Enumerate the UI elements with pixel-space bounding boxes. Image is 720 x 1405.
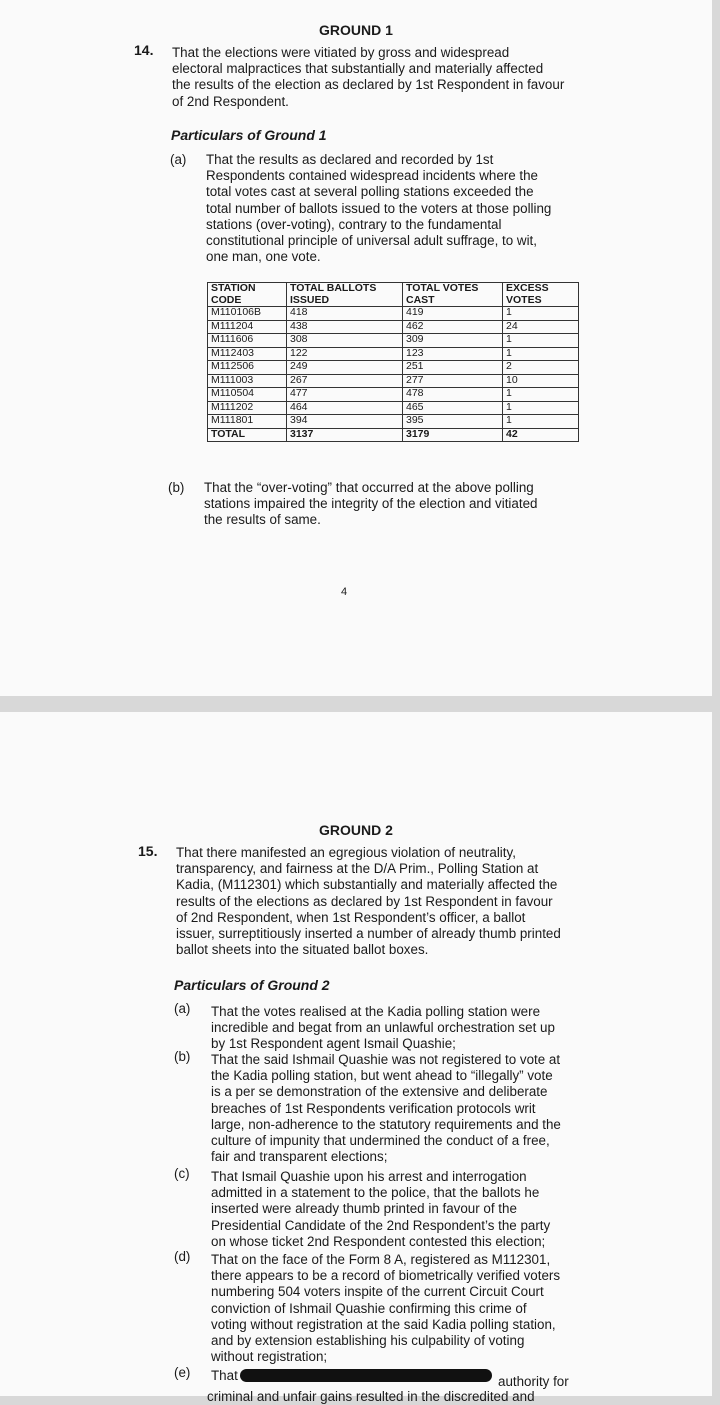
cell-ballots-issued: 267 [287, 374, 403, 388]
ground-2-heading: GROUND 2 [319, 822, 393, 838]
cell-excess-votes: 1 [503, 347, 579, 361]
cell-total-excess-votes: 42 [503, 428, 579, 442]
cell-ballots-issued: 122 [287, 347, 403, 361]
table-header-row [208, 283, 579, 307]
text-line: electoral malpractices that substantially and materially affected [172, 61, 544, 77]
cell-station-code: M111202 [208, 401, 287, 415]
text-line: constitutional principle of universal adult suffrage, to wit, [206, 233, 537, 249]
table-row [208, 361, 579, 375]
text-line: incredible and begat from an unlawful orchestration set up [211, 1020, 555, 1036]
particulars-ground-1-title: Particulars of Ground 1 [171, 127, 327, 143]
cell-votes-cast: 277 [403, 374, 503, 388]
cell-excess-votes: 24 [503, 320, 579, 334]
text-line: breaches of 1st Respondents verification protocols writ [211, 1100, 536, 1116]
table-row [208, 347, 579, 361]
text-line: stations impaired the integrity of the election and vitiated [204, 496, 538, 512]
particular-item-a [170, 152, 582, 268]
text-line: Respondents contained widespread incidents where the [206, 168, 539, 184]
cell-excess-votes: 1 [503, 334, 579, 348]
header-total-votes-cast: TOTAL VOTES CAST [403, 283, 503, 307]
text-line: of 2nd Respondent, when 1st Respondent’s officer, a ballot [176, 909, 526, 925]
text-line: issuer, surreptitiously inserted a number of already thumb printed [176, 926, 561, 942]
particulars-ground-2-title: Particulars of Ground 2 [174, 977, 330, 993]
cell-total-votes-cast: 3179 [403, 428, 503, 442]
text-line: fair and transparent elections; [211, 1149, 388, 1165]
text-line: That there manifested an egregious violation of neutrality, [176, 845, 516, 860]
cell-station-code: M110504 [208, 388, 287, 402]
text-line: the results of the election as declared by 1st Respondent in favour [172, 77, 565, 93]
paragraph-15-number: 15. [138, 843, 158, 859]
particular-item-d [174, 1249, 586, 1365]
cell-station-code: M111606 [208, 334, 287, 348]
text-line: total number of ballots issued to the voters at those polling [206, 200, 552, 216]
text-line: ballot sheets into the situated ballot boxes. [176, 942, 429, 958]
text-line: one man, one vote. [206, 249, 321, 265]
text-line: That Ismail Quashie upon his arrest and interrogation [211, 1169, 527, 1184]
cell-votes-cast: 419 [403, 307, 503, 321]
text-line: and by extension establishing his culpability of voting [211, 1333, 525, 1349]
document-page-2 [0, 712, 712, 1404]
text-line: Kadia, (M112301) which substantially and materially affected the [176, 877, 558, 893]
table-row [208, 415, 579, 429]
item-label: (a) [174, 1001, 191, 1016]
text-line: That the “over-voting” that occurred at the above polling [204, 480, 534, 495]
cell-station-code: M110106B [208, 307, 287, 321]
text-line: conviction of Ishmail Quashie confirming this crime of [211, 1300, 527, 1316]
paragraph-15 [176, 845, 586, 958]
table-row [208, 334, 579, 348]
cell-station-code: M111801 [208, 415, 287, 429]
cell-excess-votes: 1 [503, 415, 579, 429]
cell-votes-cast: 462 [403, 320, 503, 334]
text-line: there appears to be a record of biometrically verified voters [211, 1268, 561, 1284]
particular-item-c [174, 1166, 586, 1250]
text-line: the results of same. [204, 512, 321, 528]
item-label: (c) [174, 1166, 190, 1181]
text-line: of 2nd Respondent. [172, 93, 289, 109]
particular-item-b [168, 480, 580, 532]
cell-total-label: TOTAL [208, 428, 287, 442]
over-voting-table [207, 282, 579, 442]
text-line: voting without registration at the said Kadia polling station, [211, 1316, 556, 1332]
text-line: That the said Ishmail Quashie was not registered to vote at [211, 1052, 561, 1067]
item-label: (b) [168, 480, 185, 495]
ground-1-heading: GROUND 1 [319, 22, 393, 38]
text-line: is a per se demonstration of the extensive and deliberate [211, 1084, 548, 1100]
table-row [208, 374, 579, 388]
text-line: That the elections were vitiated by gross and widespread [172, 45, 510, 60]
text-line: large, non-adherence to the statutory requirements and the [211, 1116, 561, 1132]
text-line: stations (over-voting), contrary to the fundamental [206, 216, 502, 232]
particular-item-e [174, 1365, 586, 1404]
cell-ballots-issued: 308 [287, 334, 403, 348]
document-page-1 [0, 0, 712, 696]
header-total-ballots-issued: TOTAL BALLOTS ISSUED [287, 283, 403, 307]
item-label: (a) [170, 152, 187, 167]
text-line: Presidential Candidate of the 2nd Respondent’s the party [211, 1217, 551, 1233]
text-line: That the votes realised at the Kadia polling station were [211, 1004, 541, 1019]
cell-excess-votes: 1 [503, 307, 579, 321]
cell-excess-votes: 1 [503, 401, 579, 415]
table-row [208, 388, 579, 402]
cell-total-ballots-issued: 3137 [287, 428, 403, 442]
cell-votes-cast: 309 [403, 334, 503, 348]
table-row [208, 307, 579, 321]
cell-ballots-issued: 418 [287, 307, 403, 321]
text-line: the Kadia polling station, but went ahead to “illegally” vote [211, 1068, 553, 1084]
item-text-start: That [211, 1368, 238, 1383]
item-text [211, 1004, 584, 1053]
cell-station-code: M111003 [208, 374, 287, 388]
table-total-row [208, 428, 579, 442]
text-line: That the results as declared and recorded by 1st [206, 152, 494, 167]
text-line: transparency, and fairness at the D/A Prim., Polling Station at [176, 861, 539, 877]
item-text [211, 1169, 584, 1250]
table-row [208, 320, 579, 334]
text-line: numbering 504 voters inspite of the current Circuit Court [211, 1284, 544, 1300]
table-row [208, 401, 579, 415]
item-text-cutoff: criminal and unfair gains resulted in the discredited and [207, 1389, 535, 1404]
text-line: without registration; [211, 1349, 328, 1365]
cell-votes-cast: 251 [403, 361, 503, 375]
cell-ballots-issued: 394 [287, 415, 403, 429]
cell-votes-cast: 395 [403, 415, 503, 429]
page-number: 4 [341, 586, 348, 598]
item-label: (e) [174, 1365, 191, 1380]
cell-station-code: M111204 [208, 320, 287, 334]
redaction-bar [240, 1369, 492, 1382]
cell-station-code: M112506 [208, 361, 287, 375]
text-line: inserted were already thumb printed in favour of the [211, 1201, 517, 1217]
text-line: admitted in a statement to the police, that the ballots he [211, 1185, 540, 1201]
header-excess-votes: EXCESS VOTES [503, 283, 579, 307]
cell-ballots-issued: 438 [287, 320, 403, 334]
cell-votes-cast: 123 [403, 347, 503, 361]
cell-excess-votes: 10 [503, 374, 579, 388]
header-station-code: STATION CODE [208, 283, 287, 307]
cell-excess-votes: 2 [503, 361, 579, 375]
text-line: That on the face of the Form 8 A, registered as M112301, [211, 1252, 551, 1267]
cell-excess-votes: 1 [503, 388, 579, 402]
cell-ballots-issued: 249 [287, 361, 403, 375]
paragraph-14 [172, 45, 582, 110]
text-line: on whose ticket 2nd Respondent contested this election; [211, 1233, 546, 1249]
item-text [206, 152, 580, 265]
text-line: results of the elections as declared by 1st Respondent in favour [176, 893, 553, 909]
item-text [211, 1252, 584, 1365]
item-label: (b) [174, 1049, 191, 1064]
item-text-end: authority for [498, 1374, 569, 1389]
text-line: culture of impunity that undermined the conduct of a free, [211, 1133, 550, 1149]
text-line: by 1st Respondent agent Ismail Quashie; [211, 1036, 456, 1052]
particular-item-b [174, 1049, 586, 1165]
item-text [204, 480, 578, 529]
cell-votes-cast: 478 [403, 388, 503, 402]
cell-ballots-issued: 464 [287, 401, 403, 415]
text-line: total votes cast at several polling stations exceeded the [206, 184, 534, 200]
item-text [211, 1052, 584, 1165]
paragraph-14-number: 14. [134, 42, 154, 58]
cell-station-code: M112403 [208, 347, 287, 361]
particular-item-a [174, 1001, 586, 1051]
item-label: (d) [174, 1249, 191, 1264]
cell-ballots-issued: 477 [287, 388, 403, 402]
cell-votes-cast: 465 [403, 401, 503, 415]
